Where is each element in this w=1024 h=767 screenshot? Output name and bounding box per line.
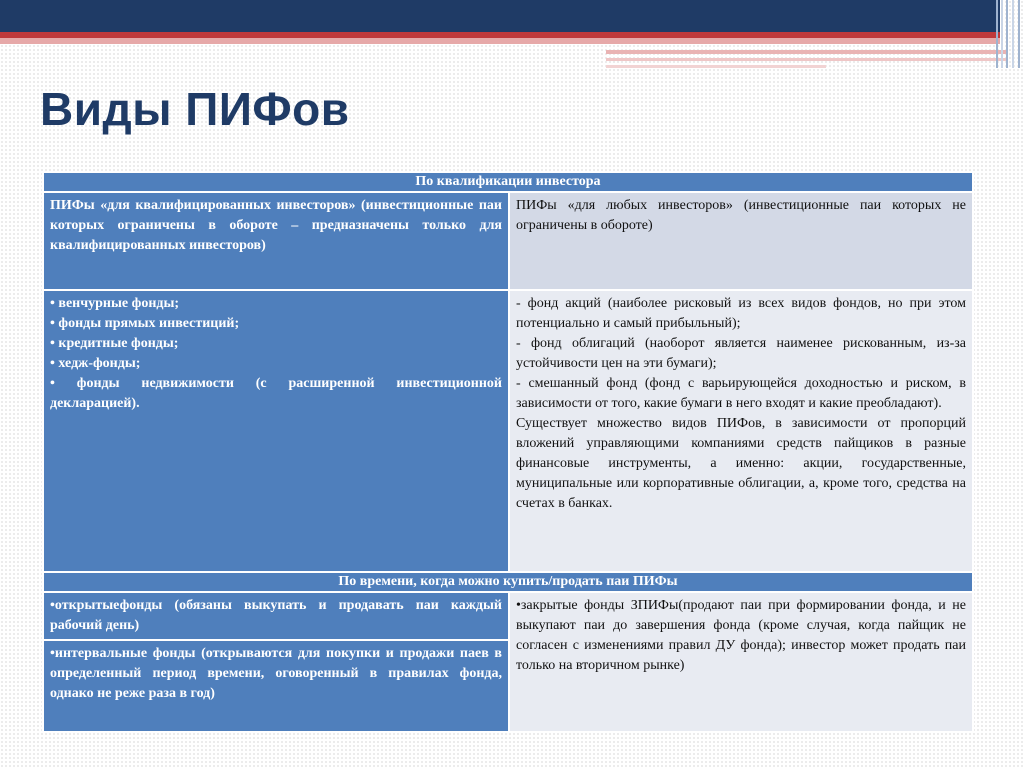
list-item: • хедж-фонды;	[50, 356, 141, 371]
table-row	[43, 192, 973, 290]
table-row	[43, 290, 973, 572]
list-item: • венчурные фонды;	[50, 296, 180, 311]
cell-any-fund-list	[509, 290, 973, 572]
header-pink-stripe	[0, 38, 1000, 44]
cell-qualified-fund-list	[43, 290, 509, 572]
header-accent-line	[606, 58, 1006, 61]
table-row	[43, 572, 973, 592]
header-accent-line	[606, 65, 826, 68]
cell-any-investors: ПИФы «для любых инвесторов» (инвестиционные паи которых не ограничены в обороте)	[509, 192, 973, 290]
list-item: • фонды недвижимости (с расширенной инвестиционной декларацией).	[50, 376, 502, 411]
table-row	[43, 592, 973, 640]
section-header-qualification: По квалификации инвестора	[43, 172, 973, 192]
table-row	[43, 172, 973, 192]
list-item: - смешанный фонд (фонд с варьирующейся доходностью и риском, в зависимости от того, какие бумаги в него входят и какие преобладают).	[516, 376, 966, 411]
pif-types-table	[42, 171, 974, 733]
cell-closed-funds: •закрытые фонды ЗПИФы(продают паи при формировании фонда, и не выкупают паи до завершения фонда (кроме случая, когда пайщик не согласен с изменениями правил ДУ фонда); инвестор может продать паи только на вторичном рынке)	[509, 592, 973, 732]
cell-interval-funds: •интервальные фонды (открываются для покупки и продажи паев в определенный период времени, оговоренный в правилах фонда, однако не реже раза в год)	[43, 640, 509, 732]
list-item: • кредитные фонды;	[50, 336, 179, 351]
header-accent-line	[606, 50, 1006, 54]
header-vertical-lines	[994, 0, 1024, 68]
list-item: - фонд облигаций (наоборот является наименее рискованным, из-за устойчивости цен на эти бумаги);	[516, 336, 966, 371]
cell-qualified-investors: ПИФы «для квалифицированных инвесторов» (инвестиционные паи которых ограничены в обороте – предназначены только для квалифицированных инвесторов)	[43, 192, 509, 290]
cell-open-funds: •открытыефонды (обязаны выкупать и продавать паи каждый рабочий день)	[43, 592, 509, 640]
fund-types-note: Существует множество видов ПИФов, в зависимости от пропорций вложений управляющими компаниями средств пайщиков в разные финансовые инструменты, а именно: акции, государственные, муниципальные или корпоративные облигации, а, кроме того, средства на счетах в банках.	[516, 416, 966, 511]
list-item: - фонд акций (наиболее рисковый из всех видов фондов, но при этом потенциально и самый прибыльный);	[516, 296, 966, 331]
list-item: • фонды прямых инвестиций;	[50, 316, 240, 331]
page-title: Виды ПИФов	[40, 83, 350, 135]
section-header-timing: По времени, когда можно купить/продать паи ПИФы	[43, 572, 973, 592]
header-navy-bar	[0, 0, 1000, 32]
